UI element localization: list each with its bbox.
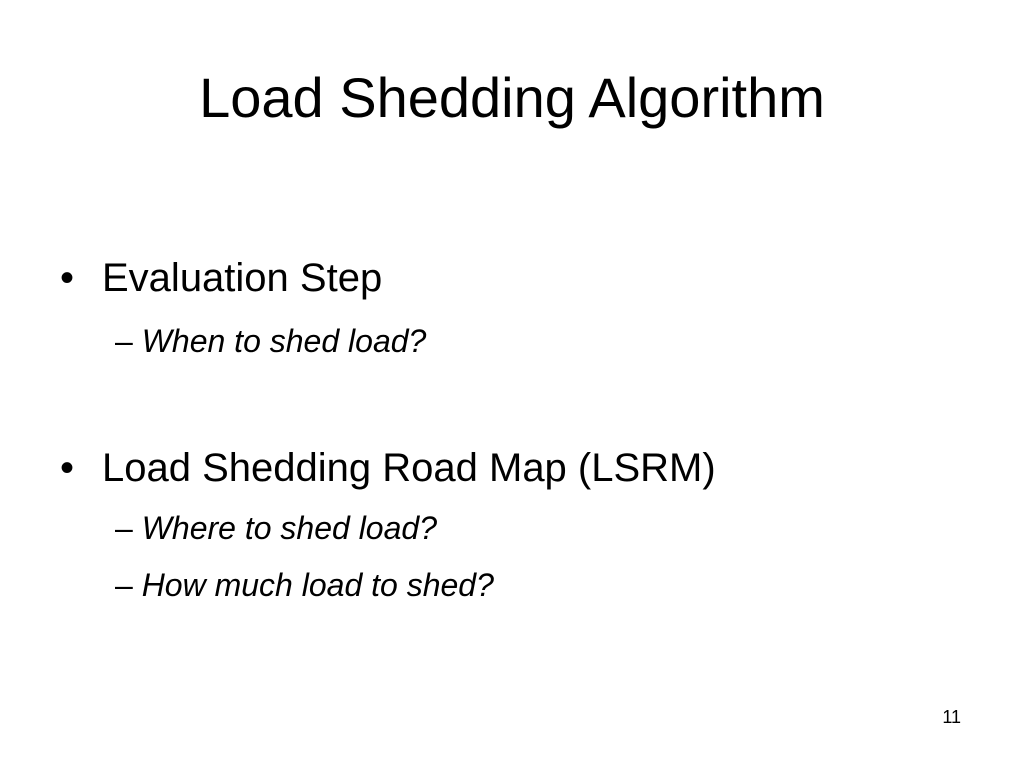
subbullet-when-to-shed bbox=[115, 321, 426, 361]
bullet-marker: • bbox=[60, 256, 75, 300]
bullet-marker: • bbox=[60, 446, 75, 490]
subbullet-text: When to shed load? bbox=[141, 323, 427, 359]
bullet-evaluation-step bbox=[60, 254, 382, 302]
subbullet-marker: – bbox=[115, 567, 133, 603]
subbullet-where-to-shed bbox=[115, 508, 437, 548]
slide-title: Load Shedding Algorithm bbox=[199, 66, 825, 129]
bullet-lsrm bbox=[60, 444, 716, 492]
subbullet-text: How much load to shed? bbox=[141, 567, 494, 603]
subbullet-marker: – bbox=[115, 323, 133, 359]
subbullet-text: Where to shed load? bbox=[141, 510, 437, 546]
subbullet-how-much-to-shed bbox=[115, 565, 494, 605]
bullet-text: Load Shedding Road Map (LSRM) bbox=[102, 446, 716, 490]
page-number: 11 bbox=[942, 707, 961, 727]
subbullet-marker: – bbox=[115, 510, 133, 546]
bullet-text: Evaluation Step bbox=[102, 256, 383, 300]
